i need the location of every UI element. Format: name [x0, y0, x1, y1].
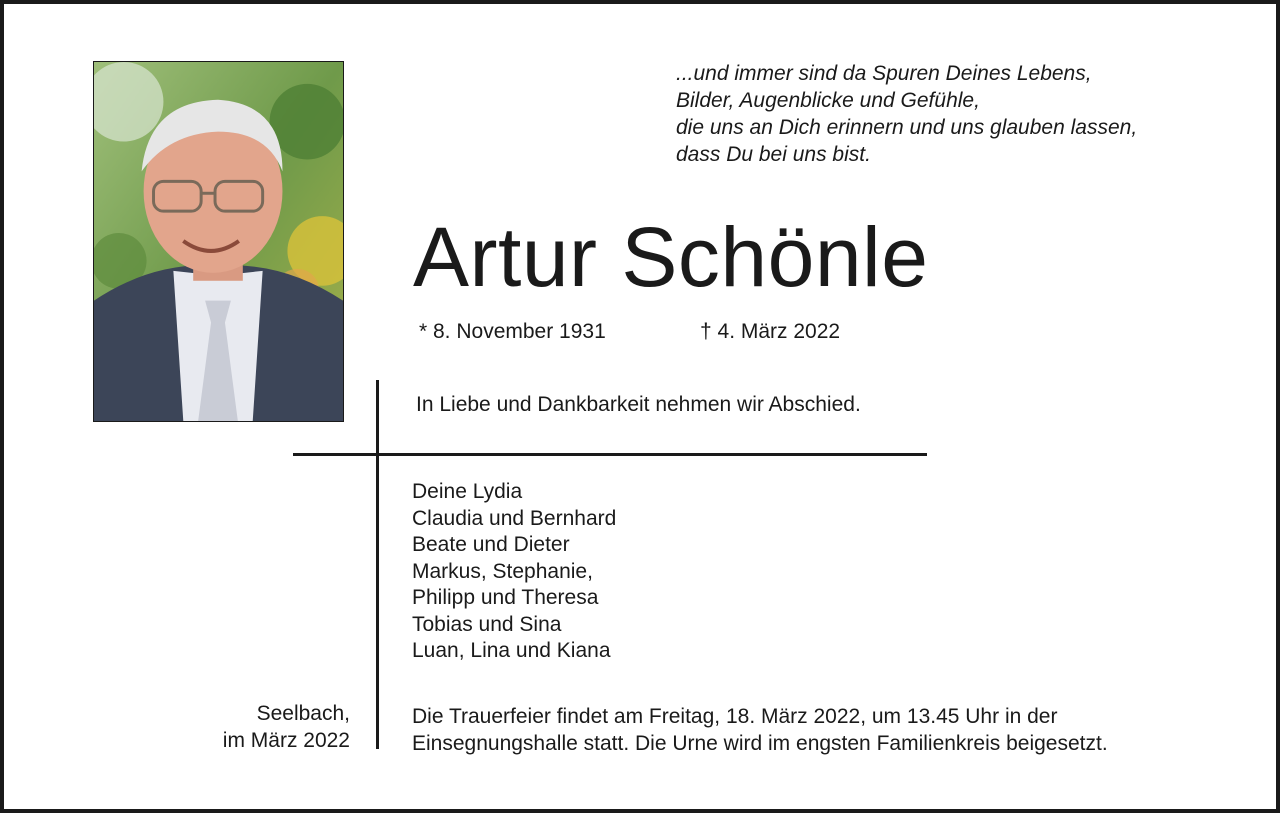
family-list [412, 479, 616, 665]
date-line: im März 2022 [222, 729, 350, 752]
portrait-photo [93, 61, 344, 422]
family-member: Markus, Stephanie, [412, 559, 593, 583]
place-line: Seelbach, [256, 702, 350, 725]
service-info [412, 703, 1108, 757]
cross-horizontal-bar [293, 453, 927, 456]
quote-line: die uns an Dich erinnern und uns glauben lassen, [676, 116, 1138, 139]
place-and-date [223, 700, 350, 754]
farewell-text: In Liebe und Dankbarkeit nehmen wir Abschied. [416, 393, 861, 416]
family-member: Deine Lydia [412, 480, 523, 503]
quote-line: Bilder, Augenblicke und Gefühle, [676, 89, 980, 112]
birth-date: * 8. November 1931 [419, 320, 606, 343]
death-date: † 4. März 2022 [700, 320, 841, 343]
service-line: Einsegnungshalle statt. Die Urne wird im engsten Familienkreis beigesetzt. [412, 732, 1108, 755]
service-line: Die Trauerfeier findet am Freitag, 18. März 2022, um 13.45 Uhr in der [412, 705, 1058, 728]
family-member: Luan, Lina und Kiana [412, 639, 611, 662]
deceased-name: Artur Schönle [413, 210, 929, 304]
quote-line: ...und immer sind da Spuren Deines Lebens, [676, 62, 1092, 85]
quote-line: dass Du bei uns bist. [676, 143, 871, 166]
cross-vertical-bar [376, 380, 379, 749]
family-member: Philipp und Theresa [412, 586, 599, 609]
family-member: Beate und Dieter [412, 533, 570, 556]
family-member: Tobias und Sina [412, 612, 562, 636]
memorial-quote [676, 60, 1256, 168]
family-member: Claudia und Bernhard [412, 506, 617, 530]
